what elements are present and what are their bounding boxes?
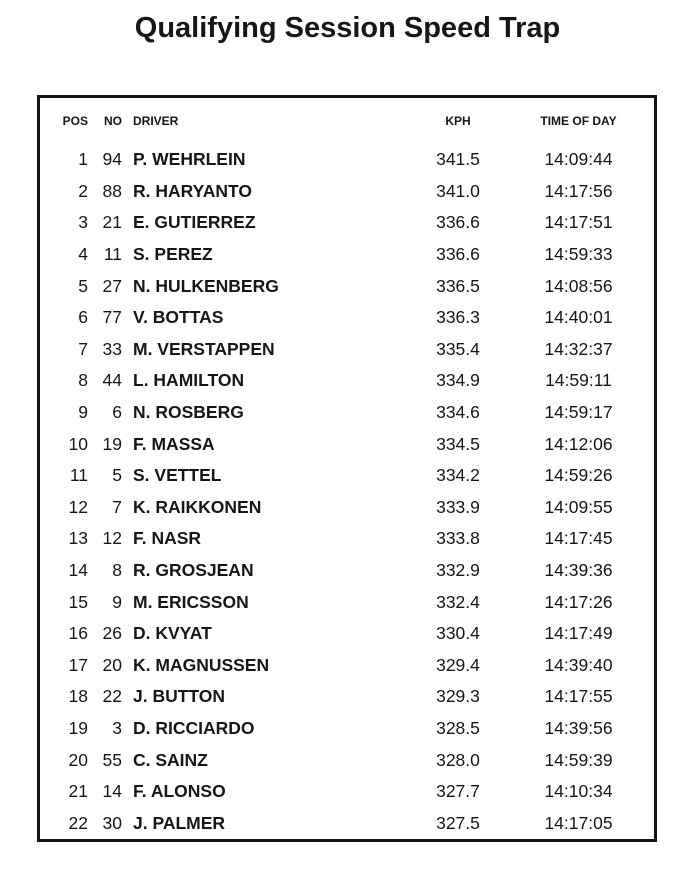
table-body <box>40 144 654 839</box>
cell-driver: K. RAIKKONEN <box>133 496 262 517</box>
cell-driver: R. GROSJEAN <box>133 560 254 581</box>
cell-no: 20 <box>102 654 122 675</box>
cell-time-of-day: 14:09:55 <box>544 496 613 517</box>
cell-no: 19 <box>102 433 122 454</box>
table-row <box>40 492 654 524</box>
cell-kph: 329.4 <box>436 654 480 675</box>
cell-driver: J. PALMER <box>133 812 226 833</box>
cell-pos: 18 <box>68 686 88 707</box>
cell-kph: 334.2 <box>436 465 480 486</box>
cell-pos: 7 <box>78 338 88 359</box>
table-row <box>40 460 654 492</box>
cell-time-of-day: 14:59:39 <box>544 749 613 770</box>
cell-no: 3 <box>112 717 122 738</box>
cell-pos: 19 <box>68 717 88 738</box>
cell-pos: 11 <box>69 465 88 486</box>
table-row <box>40 618 654 650</box>
cell-time-of-day: 14:17:51 <box>544 212 613 233</box>
table-row <box>40 681 654 713</box>
cell-driver: J. BUTTON <box>133 686 226 707</box>
cell-pos: 8 <box>78 370 88 391</box>
table-row <box>40 365 654 397</box>
table-row <box>40 713 654 745</box>
cell-time-of-day: 14:17:56 <box>544 180 613 201</box>
cell-time-of-day: 14:08:56 <box>544 275 613 296</box>
cell-driver: K. MAGNUSSEN <box>133 654 270 675</box>
cell-driver: D. KVYAT <box>133 623 212 644</box>
table-row <box>40 207 654 239</box>
cell-kph: 329.3 <box>436 686 480 707</box>
table-row <box>40 176 654 208</box>
cell-no: 27 <box>102 275 122 296</box>
cell-kph: 341.0 <box>436 180 480 201</box>
cell-pos: 10 <box>68 433 88 454</box>
cell-time-of-day: 14:39:40 <box>544 654 613 675</box>
header-no: NO <box>104 114 122 128</box>
cell-pos: 12 <box>68 496 88 517</box>
cell-time-of-day: 14:10:34 <box>544 781 613 802</box>
cell-pos: 6 <box>78 307 88 328</box>
cell-time-of-day: 14:39:56 <box>544 717 613 738</box>
cell-driver: F. MASSA <box>133 433 215 454</box>
cell-driver: P. WEHRLEIN <box>133 149 246 170</box>
cell-no: 6 <box>112 402 122 423</box>
cell-time-of-day: 14:17:49 <box>544 623 613 644</box>
cell-driver: E. GUTIERREZ <box>133 212 256 233</box>
cell-driver: M. ERICSSON <box>133 591 249 612</box>
cell-no: 26 <box>102 623 122 644</box>
cell-no: 22 <box>102 686 122 707</box>
header-driver: DRIVER <box>133 114 179 128</box>
cell-driver: C. SAINZ <box>133 749 208 770</box>
cell-driver: M. VERSTAPPEN <box>133 338 275 359</box>
cell-time-of-day: 14:59:33 <box>544 244 613 265</box>
cell-kph: 333.9 <box>436 496 480 517</box>
cell-time-of-day: 14:17:55 <box>544 686 613 707</box>
header-kph: KPH <box>445 114 471 128</box>
cell-no: 8 <box>112 560 122 581</box>
cell-no: 11 <box>103 244 122 265</box>
table-header-row <box>40 98 654 144</box>
cell-driver: F. ALONSO <box>133 781 226 802</box>
cell-pos: 9 <box>78 402 88 423</box>
table-row <box>40 302 654 334</box>
cell-kph: 336.6 <box>436 212 480 233</box>
cell-kph: 334.6 <box>436 402 480 423</box>
cell-driver: V. BOTTAS <box>133 307 224 328</box>
cell-kph: 341.5 <box>436 149 480 170</box>
cell-kph: 332.4 <box>436 591 480 612</box>
cell-driver: N. ROSBERG <box>133 402 244 423</box>
cell-time-of-day: 14:17:05 <box>544 812 613 833</box>
cell-pos: 1 <box>78 149 88 170</box>
cell-kph: 327.7 <box>436 781 480 802</box>
cell-time-of-day: 14:59:26 <box>544 465 613 486</box>
cell-driver: N. HULKENBERG <box>133 275 279 296</box>
cell-time-of-day: 14:09:44 <box>544 149 613 170</box>
table-row <box>40 397 654 429</box>
cell-kph: 336.6 <box>436 244 480 265</box>
table-row <box>40 144 654 176</box>
cell-no: 77 <box>102 307 122 328</box>
cell-no: 55 <box>102 749 122 770</box>
cell-pos: 14 <box>68 560 88 581</box>
cell-no: 94 <box>102 149 122 170</box>
cell-no: 12 <box>102 528 122 549</box>
header-pos: POS <box>62 114 88 128</box>
cell-time-of-day: 14:17:26 <box>544 591 613 612</box>
cell-kph: 330.4 <box>436 623 480 644</box>
header-time-of-day: TIME OF DAY <box>540 114 617 128</box>
cell-time-of-day: 14:12:06 <box>544 433 613 454</box>
cell-kph: 328.0 <box>436 749 480 770</box>
cell-pos: 5 <box>78 275 88 296</box>
cell-kph: 336.5 <box>436 275 480 296</box>
cell-pos: 13 <box>68 528 88 549</box>
cell-driver: L. HAMILTON <box>133 370 245 391</box>
cell-time-of-day: 14:32:37 <box>544 338 613 359</box>
cell-pos: 17 <box>68 654 88 675</box>
table-row <box>40 744 654 776</box>
cell-no: 9 <box>112 591 122 612</box>
cell-no: 33 <box>102 338 122 359</box>
cell-time-of-day: 14:59:17 <box>544 402 613 423</box>
cell-kph: 333.8 <box>436 528 480 549</box>
cell-time-of-day: 14:39:36 <box>544 560 613 581</box>
cell-driver: D. RICCIARDO <box>133 717 255 738</box>
table-row <box>40 270 654 302</box>
cell-pos: 22 <box>68 812 88 833</box>
cell-time-of-day: 14:17:45 <box>544 528 613 549</box>
table-row <box>40 239 654 271</box>
cell-driver: S. PEREZ <box>133 244 213 265</box>
cell-pos: 15 <box>68 591 88 612</box>
cell-time-of-day: 14:59:11 <box>545 370 612 391</box>
speed-trap-table <box>37 95 657 842</box>
cell-kph: 328.5 <box>436 717 480 738</box>
cell-pos: 16 <box>68 623 88 644</box>
cell-no: 30 <box>102 812 122 833</box>
cell-driver: R. HARYANTO <box>133 180 252 201</box>
table-row <box>40 555 654 587</box>
cell-kph: 336.3 <box>436 307 480 328</box>
table-row <box>40 428 654 460</box>
cell-kph: 335.4 <box>436 338 480 359</box>
cell-no: 7 <box>112 496 122 517</box>
cell-pos: 2 <box>78 180 88 201</box>
cell-no: 88 <box>102 180 122 201</box>
table-row <box>40 650 654 682</box>
table-row <box>40 807 654 839</box>
cell-no: 44 <box>102 370 122 391</box>
cell-pos: 3 <box>78 212 88 233</box>
cell-kph: 332.9 <box>436 560 480 581</box>
cell-pos: 4 <box>78 244 88 265</box>
page-title: Qualifying Session Speed Trap <box>134 12 561 44</box>
cell-kph: 327.5 <box>436 812 480 833</box>
cell-driver: S. VETTEL <box>133 465 222 486</box>
cell-pos: 20 <box>68 749 88 770</box>
cell-kph: 334.5 <box>436 433 480 454</box>
table-row <box>40 586 654 618</box>
cell-kph: 334.9 <box>436 370 480 391</box>
table-row <box>40 334 654 366</box>
cell-pos: 21 <box>68 781 88 802</box>
cell-no: 21 <box>102 212 122 233</box>
cell-no: 5 <box>112 465 122 486</box>
cell-time-of-day: 14:40:01 <box>544 307 613 328</box>
table-row <box>40 776 654 808</box>
cell-driver: F. NASR <box>133 528 202 549</box>
table-row <box>40 523 654 555</box>
cell-no: 14 <box>102 781 122 802</box>
